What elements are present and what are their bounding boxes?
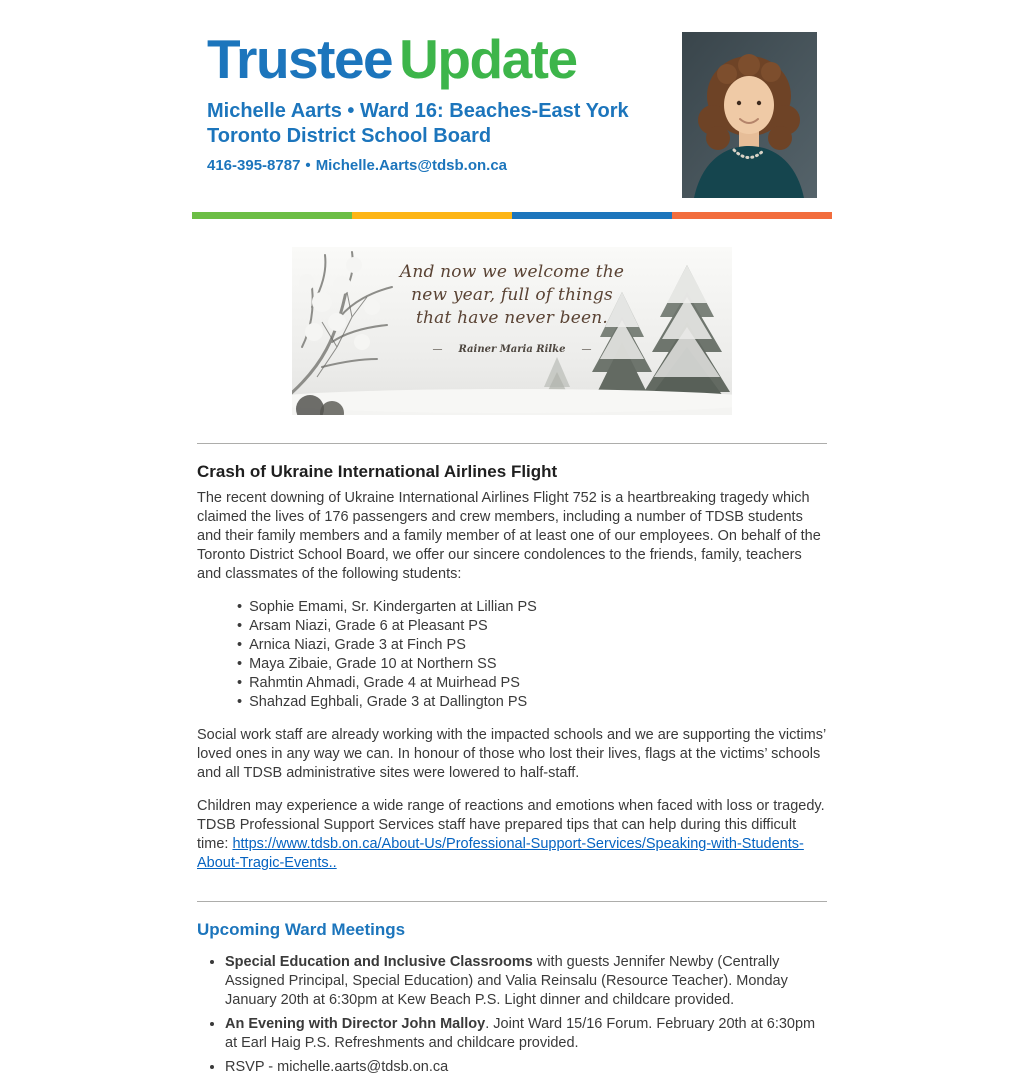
- student-list: [237, 598, 827, 712]
- tragedy-paragraph-2: Social work staff are already working with the impacted schools and we are supporting the victims’ loved ones in any way we can. In honour of those who lost their lives, flags at the victims’ schools and all TDSB administrative sites were lowered to half-staff.: [197, 727, 826, 781]
- divider: [197, 901, 827, 902]
- meetings-heading: Upcoming Ward Meetings: [197, 920, 406, 939]
- title-word-update: Update: [399, 28, 577, 90]
- trustee-name-ward: Michelle Aarts • Ward 16: Beaches-East York: [207, 100, 629, 122]
- board-name: Toronto District School Board: [207, 125, 492, 147]
- student-item: • Arnica Niazi, Grade 3 at Finch PS: [237, 636, 827, 655]
- quote-line-2: new year, full of things: [411, 285, 613, 305]
- meetings-section: [192, 920, 832, 1077]
- tragedy-paragraph-3: [197, 797, 827, 873]
- meeting-details: . Joint Ward 15/16 Forum. February 20th at 6:30pm at Earl Haig P.S. Refreshments and childcare provided.: [225, 1016, 816, 1051]
- meeting-details: with guests Jennifer Newby (Centrally Assigned Principal, Special Education) and Valia Reinsalu (Resource Teacher). Monday January 20th at 6:30pm at Kew Beach P.S. Light dinner and childcare provided.: [225, 954, 788, 1008]
- quote-line-1: And now we welcome the: [399, 262, 625, 282]
- bar-segment-orange: [672, 212, 832, 219]
- masthead: [192, 30, 832, 202]
- bar-segment-blue: [512, 212, 672, 219]
- trustee-photo: [682, 32, 817, 198]
- meeting-item: [225, 1015, 827, 1053]
- student-item: • Shahzad Eghbali, Grade 3 at Dallington PS: [237, 693, 827, 712]
- meeting-title: An Evening with Director John Malloy: [225, 1016, 486, 1032]
- tragedy-heading: Crash of Ukraine International Airlines Flight: [197, 462, 558, 481]
- new-year-quote: [292, 261, 732, 355]
- contact-separator: •: [305, 157, 311, 174]
- support-services-text: Children may experience a wide range of reactions and emotions when faced with loss or tragedy. TDSB Professional Support Services staff have prepared tips that can help during this difficult time:: [197, 798, 825, 852]
- quote-attribution: — Rainer Maria Rilke —: [292, 344, 732, 355]
- bar-segment-yellow: [352, 212, 512, 219]
- student-item: • Maya Zibaie, Grade 10 at Northern SS: [237, 655, 827, 674]
- rsvp-text: RSVP - michelle.aarts@tdsb.on.ca: [225, 1059, 449, 1075]
- student-item: • Sophie Emami, Sr. Kindergarten at Lillian PS: [237, 598, 827, 617]
- tragedy-section: [192, 462, 832, 873]
- divider: [197, 443, 827, 444]
- new-year-banner: [292, 247, 732, 415]
- newsletter: [192, 0, 832, 1077]
- meetings-list: [197, 953, 827, 1077]
- bar-segment-green: [192, 212, 352, 219]
- quote-line-3: that have never been.: [415, 308, 609, 328]
- phone-number: 416-395-8787: [207, 157, 301, 174]
- student-item: • Rahmtin Ahmadi, Grade 4 at Muirhead PS: [237, 674, 827, 693]
- tragedy-paragraph-1: The recent downing of Ukraine International Airlines Flight 752 is a heartbreaking tragedy which claimed the lives of 176 passengers and crew members, including a number of TDSB students and their family members and a family member of at least one of our employees. On behalf of the Toronto District School Board, we offer our sincere condolences to the friends, family, teachers and classmates of the following students:: [197, 490, 821, 582]
- student-item: • Arsam Niazi, Grade 6 at Pleasant PS: [237, 617, 827, 636]
- title-word-trustee: Trustee: [207, 28, 393, 90]
- meeting-item: [225, 953, 827, 1010]
- brand-color-bar: [192, 212, 832, 219]
- meeting-item: [225, 1058, 827, 1077]
- meeting-title: Special Education and Inclusive Classrooms: [225, 954, 533, 970]
- trustee-portrait-illustration: [682, 32, 817, 198]
- support-resources-link[interactable]: https://www.tdsb.on.ca/About-Us/Professional-Support-Services/Speaking-with-Students-About-Tragic-Events..: [197, 836, 804, 871]
- email-link[interactable]: Michelle.Aarts@tdsb.on.ca: [315, 157, 508, 174]
